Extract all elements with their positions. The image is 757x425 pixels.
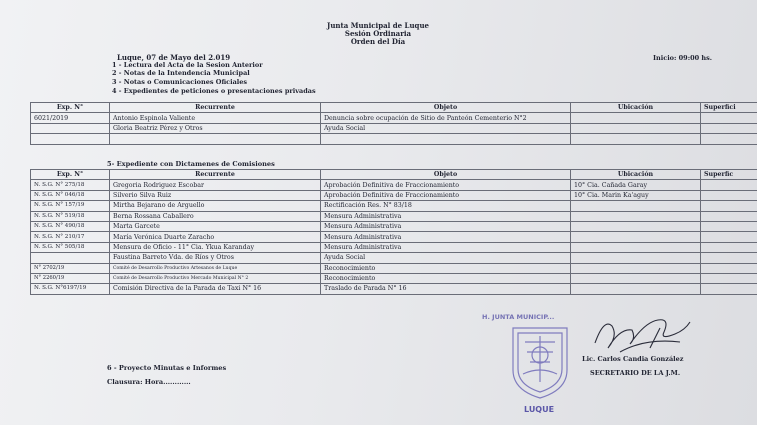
table-row: N° 2702/19 Comité de Desarrollo Productivo Artesanos de Luque Reconocimiento xyxy=(31,263,757,273)
signature-name: Lic. Carlos Candia González xyxy=(582,355,684,363)
table-row: N. S.G. N° 275/18 Gregoria Rodriguez Escobar Aprobación Definitiva de Fraccionamiento 10° Cia. Cañada Garay xyxy=(31,180,757,190)
stamp-bottom-text: LUQUE xyxy=(524,405,555,414)
header-line-2: Sesión Ordinaria xyxy=(344,29,412,38)
table-header-row xyxy=(31,103,757,113)
table-row: N. S.G. N° 519/18 Berna Rossana Caballero Mensura Administrativa xyxy=(31,211,757,221)
table-row: N. S.G. N° 157/19 Mirtha Bejarano de Arguello Rectificación Res. N° 83/18 xyxy=(31,201,757,211)
table-row xyxy=(31,134,757,144)
header-line-1: Junta Municipal de Luque xyxy=(327,21,429,30)
col-ubicacion: Ubicación xyxy=(571,103,701,113)
table-row: N. S.G. N°6197/19 Comisión Directiva de la Parada de Taxi N° 16 Traslado de Parada N° 16 xyxy=(31,284,757,294)
col-exp: Exp. N° xyxy=(31,170,110,180)
peticiones-table xyxy=(30,102,757,145)
section-5-title: 5- Expediente con Dictamenes de Comisiones xyxy=(107,160,275,168)
inicio-time: Inicio: 09:00 hs. xyxy=(653,54,713,62)
col-objeto: Objeto xyxy=(321,170,571,180)
header-line-3: Orden del Día xyxy=(350,37,406,46)
table-row: Faustina Barreto Vda. de Ríos y Otros Ayuda Social xyxy=(31,253,757,263)
dictamenes-table xyxy=(30,169,757,295)
col-exp: Exp. N° xyxy=(31,103,110,113)
table-row: 6021/2019 Antonio Espinola Valiente Denuncia sobre ocupación de Sitio de Panteón Cementerio N°2 xyxy=(31,113,757,123)
col-superficie: Superfici xyxy=(701,103,757,113)
table-header-row xyxy=(31,170,757,180)
col-objeto: Objeto xyxy=(321,103,571,113)
table-row: N. S.G. N° 490/18 Marta Garcete Mensura Administrativa xyxy=(31,221,757,231)
col-recurrente: Recurrente xyxy=(110,103,321,113)
agenda-item-2: 2 - Notas de la Intendencia Municipal xyxy=(112,69,250,77)
table-row: N. S.G. N° 210/17 María Verónica Duarte Zaracho Mensura Administrativa xyxy=(31,232,757,242)
signature-title: SECRETARIO DE LA J.M. xyxy=(590,369,681,377)
table-row: Gloria Beatriz Pérez y Otros Ayuda Social xyxy=(31,123,757,133)
municipal-seal-icon xyxy=(505,322,575,400)
table-row: N. S.G. N° 046/18 Silverio Silva Ruiz Aprobación Definitiva de Fraccionamiento 10° Cia. Marin Ka'aguy xyxy=(31,190,757,200)
clausura-line: Clausura: Hora............ xyxy=(107,378,191,386)
col-recurrente: Recurrente xyxy=(110,170,321,180)
date-line: Luque, 07 de Mayo del 2.019 xyxy=(117,53,231,62)
section-6-title: 6 - Proyecto Minutas e Informes xyxy=(107,364,227,372)
agenda-item-1: 1 - Lectura del Acta de la Sesion Anterior xyxy=(112,61,263,69)
table-row: N° 2260/19 Comité de Desarrollo Productivo Mercado Municipal N° 2 Reconocimiento xyxy=(31,273,757,283)
stamp-top-text: H. JUNTA MUNICIP... xyxy=(482,313,555,321)
agenda-item-4: 4 - Expedientes de peticiones o presentaciones privadas xyxy=(112,87,316,95)
agenda-item-3: 3 - Notas o Comunicaciones Oficiales xyxy=(112,78,248,86)
table-row: N. S.G. N° 505/18 Mensura de Oficio - 11° Cia. Ykua Karanday Mensura Administrativa xyxy=(31,242,757,252)
col-superficie: Superfic xyxy=(701,170,757,180)
col-ubicacion: Ubicación xyxy=(571,170,701,180)
